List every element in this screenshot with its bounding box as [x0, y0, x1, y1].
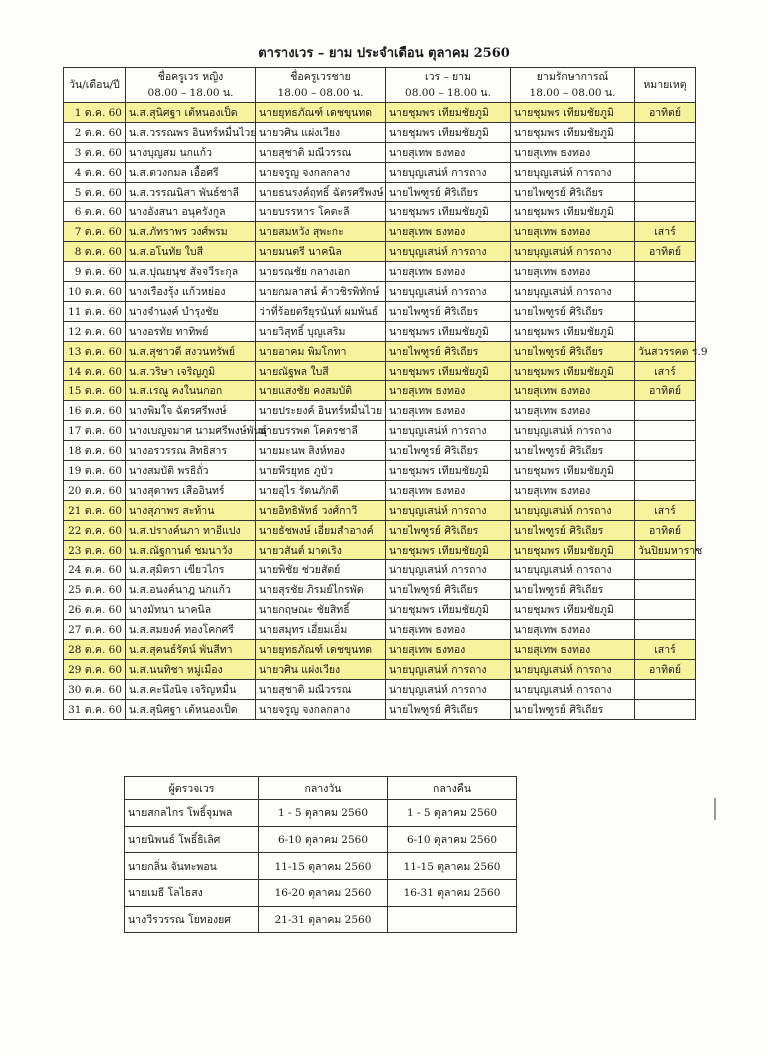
night-guard-cell: นายสุเทพ ธงทอง — [511, 222, 635, 242]
male-teacher-cell: นายแสงชัย คงสมบัติ — [256, 381, 386, 401]
roster-row — [64, 162, 696, 182]
roster-row — [64, 659, 696, 679]
note-cell — [635, 699, 696, 719]
daytime-cell: 1 - 5 ตุลาคม 2560 — [259, 800, 388, 827]
female-teacher-cell: นางอรวรรณ สิทธิสาร — [126, 441, 256, 461]
day-guard-cell: นายชุมพร เทียมชัยภูมิ — [386, 321, 511, 341]
day-guard-cell: นายบุญเสน่ห์ การถาง — [386, 282, 511, 302]
night-guard-cell: นายไพฑูรย์ ศิริเถียร — [511, 182, 635, 202]
roster-row — [64, 500, 696, 520]
night-guard-cell: นายชุมพร เทียมชัยภูมิ — [511, 461, 635, 481]
date-cell: 16 ต.ค. 60 — [64, 401, 126, 421]
night-guard-cell: นายบุญเสน่ห์ การถาง — [511, 242, 635, 262]
inspector-body — [125, 800, 517, 933]
date-cell: 7 ต.ค. 60 — [64, 222, 126, 242]
inspector-name-cell: นายเมธี โลไธสง — [125, 880, 259, 907]
note-cell: อาทิตย์ — [635, 659, 696, 679]
day-guard-cell: นายไพฑูรย์ ศิริเถียร — [386, 520, 511, 540]
female-teacher-cell: นางจำนงค์ บำรุงชัย — [126, 301, 256, 321]
inspector-name-cell: นายนิพนธ์ โพธิ์ธิเลิศ — [125, 826, 259, 853]
note-cell — [635, 679, 696, 699]
date-cell: 23 ต.ค. 60 — [64, 540, 126, 560]
roster-row — [64, 540, 696, 560]
note-cell: วันปิยมหาราช — [635, 540, 696, 560]
female-teacher-cell: น.ส.ปรางค์นภา ทาอีแปง — [126, 520, 256, 540]
note-cell — [635, 202, 696, 222]
daytime-cell: 16-20 ตุลาคม 2560 — [259, 880, 388, 907]
female-teacher-cell: นางสมบัติ พรธิถั่ว — [126, 461, 256, 481]
date-cell: 5 ต.ค. 60 — [64, 182, 126, 202]
male-teacher-cell: นายสุชาติ มณีวรรณ — [256, 142, 386, 162]
day-guard-cell: นายชุมพร เทียมชัยภูมิ — [386, 540, 511, 560]
header-note: หมายเหตุ — [635, 68, 696, 103]
female-teacher-cell: น.ส.วริษา เจริญภูมิ — [126, 361, 256, 381]
note-cell — [635, 282, 696, 302]
male-teacher-cell: นายสมหวัง สุพะกะ — [256, 222, 386, 242]
male-teacher-cell: นายธนรงค์ฤทธิ์ ฉัตรศรีพงษ์ — [256, 182, 386, 202]
note-cell — [635, 560, 696, 580]
male-teacher-cell: นายอาคม พิมโกทา — [256, 341, 386, 361]
date-cell: 3 ต.ค. 60 — [64, 142, 126, 162]
male-teacher-cell: นายรณชัย กลางเอก — [256, 262, 386, 282]
inspector-table — [124, 776, 517, 933]
nighttime-cell: 1 - 5 ตุลาคม 2560 — [388, 800, 517, 827]
day-guard-cell: นายชุมพร เทียมชัยภูมิ — [386, 461, 511, 481]
male-teacher-cell: นายสุรชัย ภิรมย์ไกรพัด — [256, 580, 386, 600]
female-teacher-cell: น.ส.เรณู คงในนกอก — [126, 381, 256, 401]
night-guard-cell: นายสุเทพ ธงทอง — [511, 640, 635, 660]
day-guard-cell: นายไพฑูรย์ ศิริเถียร — [386, 301, 511, 321]
roster-row — [64, 142, 696, 162]
female-teacher-cell: นางเรืองรุ้ง แก้วหย่อง — [126, 282, 256, 302]
roster-row — [64, 122, 696, 142]
date-cell: 17 ต.ค. 60 — [64, 421, 126, 441]
date-cell: 24 ต.ค. 60 — [64, 560, 126, 580]
date-cell: 15 ต.ค. 60 — [64, 381, 126, 401]
female-teacher-cell: นางมัทนา นาคนิล — [126, 600, 256, 620]
date-cell: 30 ต.ค. 60 — [64, 679, 126, 699]
day-guard-cell: นายชุมพร เทียมชัยภูมิ — [386, 600, 511, 620]
female-teacher-cell: นางสุดาพร เสืออินทร์ — [126, 480, 256, 500]
day-guard-cell: นายไพฑูรย์ ศิริเถียร — [386, 441, 511, 461]
date-cell: 10 ต.ค. 60 — [64, 282, 126, 302]
date-cell: 22 ต.ค. 60 — [64, 520, 126, 540]
male-teacher-cell: นายวศิน แผ่งเวียง — [256, 122, 386, 142]
male-teacher-cell: นายอุไร รัตนภักดี — [256, 480, 386, 500]
date-cell: 14 ต.ค. 60 — [64, 361, 126, 381]
roster-row — [64, 640, 696, 660]
inspector-row — [125, 800, 517, 827]
date-cell: 29 ต.ค. 60 — [64, 659, 126, 679]
female-teacher-cell: น.ส.สุชาวดี สงวนทรัพย์ — [126, 341, 256, 361]
note-cell: อาทิตย์ — [635, 520, 696, 540]
night-guard-cell: นายไพฑูรย์ ศิริเถียร — [511, 580, 635, 600]
male-teacher-cell: นายพิชัย ช่วยสัตย์ — [256, 560, 386, 580]
note-cell — [635, 182, 696, 202]
roster-row — [64, 580, 696, 600]
date-cell: 12 ต.ค. 60 — [64, 321, 126, 341]
header-female-teacher: ชื่อครูเวร หญิง 08.00 – 18.00 น. — [126, 68, 256, 103]
night-guard-cell: นายบุญเสน่ห์ การถาง — [511, 421, 635, 441]
scan-mark — [714, 798, 716, 820]
note-cell — [635, 321, 696, 341]
male-teacher-cell: นายสุชาติ มณีวรรณ — [256, 679, 386, 699]
night-guard-cell: นายสุเทพ ธงทอง — [511, 620, 635, 640]
note-cell: วันสวรรคต ร.9 — [635, 341, 696, 361]
roster-row — [64, 401, 696, 421]
note-cell — [635, 461, 696, 481]
header-daytime: กลางวัน — [259, 777, 388, 800]
day-guard-cell: นายชุมพร เทียมชัยภูมิ — [386, 361, 511, 381]
male-teacher-cell: นายวิสุทธิ์ บุญเสริม — [256, 321, 386, 341]
date-cell: 28 ต.ค. 60 — [64, 640, 126, 660]
night-guard-cell: นายบุญเสน่ห์ การถาง — [511, 679, 635, 699]
female-teacher-cell: น.ส.วรรณนิสา พันธ์ชาลี — [126, 182, 256, 202]
inspector-row — [125, 880, 517, 907]
day-guard-cell: นายชุมพร เทียมชัยภูมิ — [386, 202, 511, 222]
roster-row — [64, 301, 696, 321]
roster-row — [64, 600, 696, 620]
inspector-row — [125, 853, 517, 880]
day-guard-cell: นายสุเทพ ธงทอง — [386, 640, 511, 660]
day-guard-cell: นายไพฑูรย์ ศิริเถียร — [386, 341, 511, 361]
roster-row — [64, 461, 696, 481]
male-teacher-cell: นายจรูญ จงกลกลาง — [256, 162, 386, 182]
night-guard-cell: นายชุมพร เทียมชัยภูมิ — [511, 202, 635, 222]
night-guard-cell: นายชุมพร เทียมชัยภูมิ — [511, 103, 635, 123]
male-teacher-cell: นายวศิน แผ่งเวียง — [256, 659, 386, 679]
nighttime-cell: 6-10 ตุลาคม 2560 — [388, 826, 517, 853]
roster-row — [64, 321, 696, 341]
female-teacher-cell: น.ส.คะนึงนิจ เจริญหมื่น — [126, 679, 256, 699]
day-guard-cell: นายไพฑูรย์ ศิริเถียร — [386, 182, 511, 202]
inspector-header-row — [125, 777, 517, 800]
header-night-guard: ยามรักษาการณ์ 18.00 – 08.00 น. — [511, 68, 635, 103]
roster-header-row — [64, 68, 696, 103]
note-cell — [635, 122, 696, 142]
male-teacher-cell: นายณัฐพล ใบสี — [256, 361, 386, 381]
female-teacher-cell: น.ส.นนทิชา หมู่เมือง — [126, 659, 256, 679]
roster-row — [64, 262, 696, 282]
date-cell: 18 ต.ค. 60 — [64, 441, 126, 461]
male-teacher-cell: นายจรูญ จงกลกลาง — [256, 699, 386, 719]
night-guard-cell: นายชุมพร เทียมชัยภูมิ — [511, 122, 635, 142]
roster-row — [64, 381, 696, 401]
female-teacher-cell: นางบุญสม นกแก้ว — [126, 142, 256, 162]
roster-row — [64, 480, 696, 500]
male-teacher-cell: ว่าที่ร้อยตรียุรนันท์ ผมพันธ์ — [256, 301, 386, 321]
header-male-teacher: ชื่อครูเวรชาย 18.00 – 08.00 น. — [256, 68, 386, 103]
roster-row — [64, 242, 696, 262]
date-cell: 9 ต.ค. 60 — [64, 262, 126, 282]
note-cell — [635, 162, 696, 182]
inspector-name-cell: นายกลิ่น จันทะพอน — [125, 853, 259, 880]
note-cell: อาทิตย์ — [635, 103, 696, 123]
roster-row — [64, 103, 696, 123]
night-guard-cell: นายสุเทพ ธงทอง — [511, 142, 635, 162]
nighttime-cell: 16-31 ตุลาคม 2560 — [388, 880, 517, 907]
day-guard-cell: นายสุเทพ ธงทอง — [386, 142, 511, 162]
night-guard-cell: นายบุญเสน่ห์ การถาง — [511, 162, 635, 182]
note-cell — [635, 421, 696, 441]
note-cell: อาทิตย์ — [635, 381, 696, 401]
nighttime-cell — [388, 906, 517, 933]
female-teacher-cell: น.ส.ณัฐกานต์ ชมนาวัง — [126, 540, 256, 560]
nighttime-cell: 11-15 ตุลาคม 2560 — [388, 853, 517, 880]
day-guard-cell: นายสุเทพ ธงทอง — [386, 222, 511, 242]
night-guard-cell: นายบุญเสน่ห์ การถาง — [511, 560, 635, 580]
roster-row — [64, 620, 696, 640]
date-cell: 1 ต.ค. 60 — [64, 103, 126, 123]
inspector-name-cell: นายสกลไกร โพธิ์จุมพล — [125, 800, 259, 827]
night-guard-cell: นายไพฑูรย์ ศิริเถียร — [511, 301, 635, 321]
day-guard-cell: นายชุมพร เทียมชัยภูมิ — [386, 122, 511, 142]
day-guard-cell: นายชุมพร เทียมชัยภูมิ — [386, 103, 511, 123]
header-inspector: ผู้ตรวจเวร — [125, 777, 259, 800]
female-teacher-cell: นางอังสนา อนุครังกูล — [126, 202, 256, 222]
daytime-cell: 6-10 ตุลาคม 2560 — [259, 826, 388, 853]
note-cell: เสาร์ — [635, 361, 696, 381]
female-teacher-cell: น.ส.อนงค์นาฎ นกแก้ว — [126, 580, 256, 600]
male-teacher-cell: นายบรรหาร โคตะลี — [256, 202, 386, 222]
day-guard-cell: นายสุเทพ ธงทอง — [386, 620, 511, 640]
male-teacher-cell: นายยุทธภัณฑ์ เดชขุนทด — [256, 103, 386, 123]
date-cell: 31 ต.ค. 60 — [64, 699, 126, 719]
night-guard-cell: นายบุญเสน่ห์ การถาง — [511, 500, 635, 520]
date-cell: 6 ต.ค. 60 — [64, 202, 126, 222]
note-cell — [635, 262, 696, 282]
roster-body — [64, 103, 708, 720]
female-teacher-cell: น.ส.สุมิตรา เขียวไกร — [126, 560, 256, 580]
header-nighttime: กลางคืน — [388, 777, 517, 800]
date-cell: 27 ต.ค. 60 — [64, 620, 126, 640]
night-guard-cell: นายไพฑูรย์ ศิริเถียร — [511, 341, 635, 361]
note-cell — [635, 480, 696, 500]
night-guard-cell: นายไพฑูรย์ ศิริเถียร — [511, 699, 635, 719]
female-teacher-cell: น.ส.ภัทราพร วงศ์พรม — [126, 222, 256, 242]
note-cell: อาทิตย์ — [635, 242, 696, 262]
night-guard-cell: นายบุญเสน่ห์ การถาง — [511, 282, 635, 302]
page-title: ตารางเวร – ยาม ประจำเดือน ตุลาคม 2560 — [258, 46, 510, 61]
male-teacher-cell: นายบรรพต โคตรชาลี — [256, 421, 386, 441]
day-guard-cell: นายไพฑูรย์ ศิริเถียร — [386, 580, 511, 600]
note-cell — [635, 142, 696, 162]
male-teacher-cell: นายมนตรี นาคนิล — [256, 242, 386, 262]
roster-row — [64, 202, 696, 222]
note-cell — [635, 401, 696, 421]
note-cell — [635, 301, 696, 321]
night-guard-cell: นายสุเทพ ธงทอง — [511, 480, 635, 500]
roster-row — [64, 361, 696, 381]
male-teacher-cell: นายธัชพงษ์ เอี่ยมสำอางค์ — [256, 520, 386, 540]
note-cell: เสาร์ — [635, 500, 696, 520]
note-cell — [635, 620, 696, 640]
night-guard-cell: นายบุญเสน่ห์ การถาง — [511, 659, 635, 679]
date-cell: 21 ต.ค. 60 — [64, 500, 126, 520]
header-date: วัน/เดือน/ปี — [64, 68, 126, 103]
day-guard-cell: นายบุญเสน่ห์ การถาง — [386, 500, 511, 520]
male-teacher-cell: นายประยงค์ อินทร์หมื่นไวย — [256, 401, 386, 421]
night-guard-cell: นายสุเทพ ธงทอง — [511, 401, 635, 421]
date-cell: 4 ต.ค. 60 — [64, 162, 126, 182]
daytime-cell: 21-31 ตุลาคม 2560 — [259, 906, 388, 933]
night-guard-cell: นายชุมพร เทียมชัยภูมิ — [511, 361, 635, 381]
note-cell: เสาร์ — [635, 640, 696, 660]
day-guard-cell: นายบุญเสน่ห์ การถาง — [386, 421, 511, 441]
day-guard-cell: นายบุญเสน่ห์ การถาง — [386, 679, 511, 699]
date-cell: 11 ต.ค. 60 — [64, 301, 126, 321]
male-teacher-cell: นายกฤษณะ ชัยสิทธิ์ — [256, 600, 386, 620]
date-cell: 2 ต.ค. 60 — [64, 122, 126, 142]
date-cell: 13 ต.ค. 60 — [64, 341, 126, 361]
roster-row — [64, 699, 696, 719]
roster-row — [64, 421, 696, 441]
male-teacher-cell: นายอิทธิพัทธ์ วงศ์กาวี — [256, 500, 386, 520]
female-teacher-cell: น.ส.สุนิศฐา เต้หนองเป็ด — [126, 699, 256, 719]
day-guard-cell: นายบุญเสน่ห์ การถาง — [386, 242, 511, 262]
day-guard-cell: นายบุญเสน่ห์ การถาง — [386, 659, 511, 679]
female-teacher-cell: น.ส.สมยงค์ ทองโคกศรี — [126, 620, 256, 640]
night-guard-cell: นายไพฑูรย์ ศิริเถียร — [511, 441, 635, 461]
night-guard-cell: นายสุเทพ ธงทอง — [511, 262, 635, 282]
note-cell — [635, 580, 696, 600]
roster-row — [64, 520, 696, 540]
male-teacher-cell: นายวสันต์ มาตเริง — [256, 540, 386, 560]
day-guard-cell: นายสุเทพ ธงทอง — [386, 381, 511, 401]
roster-row — [64, 679, 696, 699]
date-cell: 26 ต.ค. 60 — [64, 600, 126, 620]
day-guard-cell: นายสุเทพ ธงทอง — [386, 401, 511, 421]
date-cell: 20 ต.ค. 60 — [64, 480, 126, 500]
inspector-row — [125, 826, 517, 853]
duty-roster-table — [63, 67, 708, 720]
night-guard-cell: นายไพฑูรย์ ศิริเถียร — [511, 520, 635, 540]
note-cell — [635, 441, 696, 461]
date-cell: 25 ต.ค. 60 — [64, 580, 126, 600]
night-guard-cell: นายชุมพร เทียมชัยภูมิ — [511, 540, 635, 560]
night-guard-cell: นายชุมพร เทียมชัยภูมิ — [511, 600, 635, 620]
male-teacher-cell: นายสมุทร เอี่ยมเอิ่ม — [256, 620, 386, 640]
female-teacher-cell: น.ส.ปุณยนุช สัจจวีระกุล — [126, 262, 256, 282]
date-cell: 19 ต.ค. 60 — [64, 461, 126, 481]
female-teacher-cell: น.ส.วรรณพร อินทร์หมื่นไวย — [126, 122, 256, 142]
male-teacher-cell: นายพีรยุทธ ภูบัว — [256, 461, 386, 481]
roster-row — [64, 441, 696, 461]
female-teacher-cell: นางพิมใจ ฉัตรศรีพงษ์ — [126, 401, 256, 421]
roster-row — [64, 282, 696, 302]
male-teacher-cell: นายมะนพ สิงห์ทอง — [256, 441, 386, 461]
inspector-row — [125, 906, 517, 933]
male-teacher-cell: นายยุทธภัณฑ์ เดชขุนทด — [256, 640, 386, 660]
night-guard-cell: นายชุมพร เทียมชัยภูมิ — [511, 321, 635, 341]
female-teacher-cell: นางอรทัย ทาทิพย์ — [126, 321, 256, 341]
day-guard-cell: นายบุญเสน่ห์ การถาง — [386, 560, 511, 580]
roster-row — [64, 560, 696, 580]
night-guard-cell: นายสุเทพ ธงทอง — [511, 381, 635, 401]
inspector-name-cell: นางวีรวรรณ โยทองยศ — [125, 906, 259, 933]
header-day-guard: เวร – ยาม 08.00 – 18.00 น. — [386, 68, 511, 103]
note-cell — [635, 600, 696, 620]
day-guard-cell: นายสุเทพ ธงทอง — [386, 480, 511, 500]
day-guard-cell: นายบุญเสน่ห์ การถาง — [386, 162, 511, 182]
female-teacher-cell: นางสุภาพร สะท้าน — [126, 500, 256, 520]
roster-row — [64, 222, 696, 242]
roster-row — [64, 182, 696, 202]
female-teacher-cell: น.ส.สุนิศฐา เต้หนองเป็ด — [126, 103, 256, 123]
roster-row — [64, 341, 696, 361]
female-teacher-cell: น.ส.สุคนธ์รัตน์ พันสีทา — [126, 640, 256, 660]
note-cell: เสาร์ — [635, 222, 696, 242]
date-cell: 8 ต.ค. 60 — [64, 242, 126, 262]
male-teacher-cell: นายกมลาสน์ ค้าวชิรพิทักษ์ — [256, 282, 386, 302]
day-guard-cell: นายไพฑูรย์ ศิริเถียร — [386, 699, 511, 719]
female-teacher-cell: น.ส.ดวงกมล เอื้อศรี — [126, 162, 256, 182]
daytime-cell: 11-15 ตุลาคม 2560 — [259, 853, 388, 880]
female-teacher-cell: นางเบญจมาศ นามศรีพงษ์พันธุ์ — [126, 421, 256, 441]
day-guard-cell: นายสุเทพ ธงทอง — [386, 262, 511, 282]
female-teacher-cell: น.ส.อโนทัย ใบสี — [126, 242, 256, 262]
